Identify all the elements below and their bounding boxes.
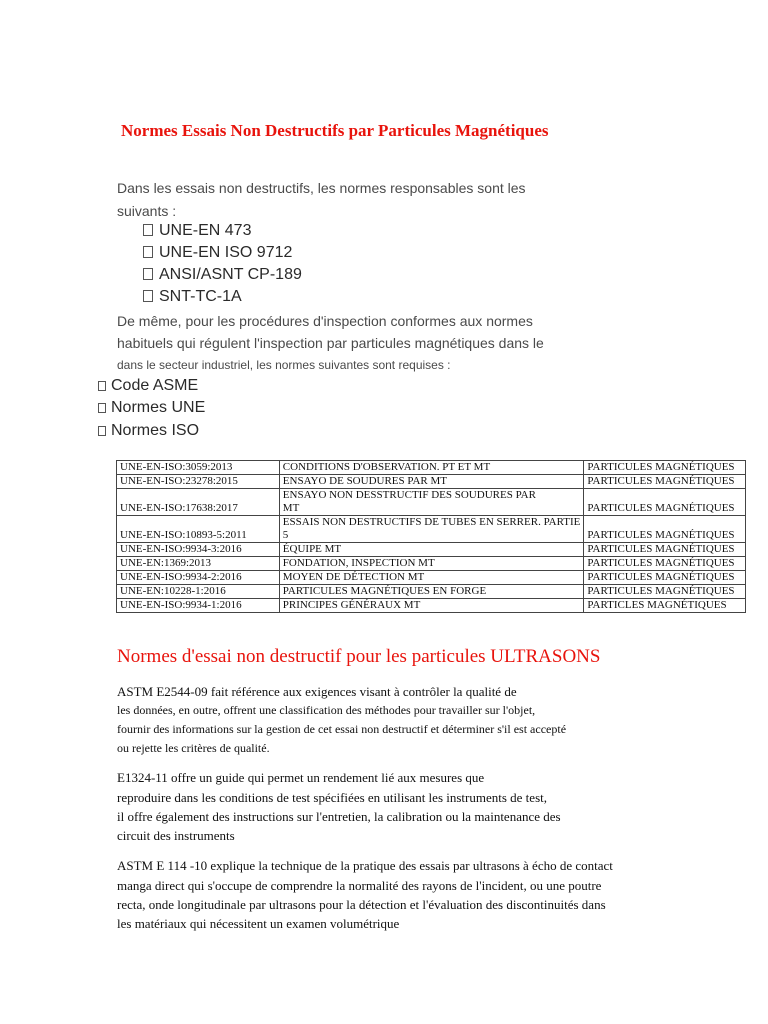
- norm-description-line-2: 5: [282, 529, 289, 541]
- table-row: [117, 461, 746, 475]
- intro-line-2: suivants :: [117, 203, 177, 219]
- ultrasons-paragraph-3-line: recta, onde longitudinale par ultrasons pour la détection et l'évaluation des discontinuités dans: [117, 897, 606, 912]
- standard-label: ANSI/ASNT CP-189: [159, 266, 302, 283]
- ultrasons-paragraph-3-line: ASTM E 114 -10 explique la technique de la pratique des essais par ultrasons à écho de contact: [117, 858, 613, 873]
- norm-description: PRINCIPES GÉNÉRAUX MT: [279, 599, 584, 613]
- checkbox-glyph-icon: [98, 403, 106, 413]
- norm-code: UNE-EN-ISO:9934-3:2016: [117, 543, 280, 557]
- norm-code: UNE-EN-ISO:9934-1:2016: [117, 599, 280, 613]
- norm-description: ENSAYO DE SOUDURES PAR MT: [279, 475, 584, 489]
- section1-title: Normes Essais Non Destructifs par Particules Magnétiques: [121, 121, 549, 140]
- table-row: [117, 475, 746, 489]
- code-item: [98, 422, 199, 440]
- intro-line-1: Dans les essais non destructifs, les normes responsables sont les: [117, 180, 526, 196]
- table-row: [117, 516, 746, 543]
- standard-item: [143, 222, 251, 240]
- standard-label: UNE-EN ISO 9712: [159, 244, 293, 261]
- standard-item: [143, 244, 292, 262]
- norm-description: FONDATION, INSPECTION MT: [279, 557, 584, 571]
- norm-description-line-2: MT: [282, 502, 300, 514]
- ultrasons-paragraph-2-line: circuit des instruments: [117, 828, 235, 843]
- norm-category: PARTICULES MAGNÉTIQUES: [584, 543, 746, 557]
- ultrasons-paragraph-1-line: ASTM E2544-09 fait référence aux exigences visant à contrôler la qualité de: [117, 684, 517, 699]
- ultrasons-paragraph-1-line: fournir des informations sur la gestion de cet essai non destructif et déterminer s'il est accepté: [117, 722, 567, 736]
- norm-description: [279, 516, 584, 543]
- code-label: Code ASME: [111, 377, 199, 394]
- ultrasons-paragraph-1-line: ou rejette les critères de qualité.: [117, 741, 270, 755]
- checkbox-glyph-icon: [143, 246, 153, 258]
- code-item: [98, 399, 205, 417]
- standard-item: [143, 266, 302, 284]
- table-row: [117, 543, 746, 557]
- norm-code: UNE-EN-ISO:17638:2017: [117, 489, 280, 516]
- table-row: [117, 557, 746, 571]
- ultrasons-paragraph-2-line: E1324-11 offre un guide qui permet un rendement lié aux mesures que: [117, 770, 485, 785]
- ultrasons-paragraph-1-line: les données, en outre, offrent une classification des méthodes pour travailler sur l'objet,: [117, 703, 536, 717]
- norm-description: PARTICULES MAGNÉTIQUES EN FORGE: [279, 585, 584, 599]
- checkbox-glyph-icon: [98, 426, 106, 436]
- section2-title: Normes d'essai non destructif pour les particules ULTRASONS: [117, 646, 601, 667]
- norm-description-line-1: ESSAIS NON DESTRUCTIFS DE TUBES EN SERRER. PARTIE: [282, 516, 581, 528]
- code-item: [98, 377, 198, 395]
- norms-table: [116, 460, 746, 613]
- ultrasons-paragraph-2-line: il offre également des instructions sur l'entretien, la calibration ou la maintenance des: [117, 809, 561, 824]
- norm-description: [279, 489, 584, 516]
- norm-code: UNE-EN-ISO:10893-5:2011: [117, 516, 280, 543]
- norm-code: UNE-EN:10228-1:2016: [117, 585, 280, 599]
- table-row: [117, 585, 746, 599]
- norm-category: PARTICULES MAGNÉTIQUES: [584, 571, 746, 585]
- table-row: [117, 489, 746, 516]
- norm-category: PARTICULES MAGNÉTIQUES: [584, 489, 746, 516]
- norm-category: PARTICULES MAGNÉTIQUES: [584, 557, 746, 571]
- table-row: [117, 571, 746, 585]
- table-row: [117, 599, 746, 613]
- paragraph-line-2: habituels qui régulent l'inspection par particules magnétiques dans le: [117, 335, 544, 351]
- ultrasons-paragraph-2-line: reproduire dans les conditions de test spécifiées en utilisant les instruments de test,: [117, 790, 547, 805]
- norm-category: PARTICLES MAGNÉTIQUES: [584, 599, 746, 613]
- norm-description-line-1: ENSAYO NON DESSTRUCTIF DES SOUDURES PAR: [282, 489, 536, 501]
- ultrasons-paragraph-3-line: manga direct qui s'occupe de comprendre la normalité des rayons de l'incident, ou une poutre: [117, 878, 602, 893]
- norm-code: UNE-EN-ISO:3059:2013: [117, 461, 280, 475]
- norm-category: PARTICULES MAGNÉTIQUES: [584, 475, 746, 489]
- norm-description: CONDITIONS D'OBSERVATION. PT ET MT: [279, 461, 584, 475]
- checkbox-glyph-icon: [143, 268, 153, 280]
- code-label: Normes ISO: [111, 422, 200, 439]
- paragraph-line-1: De même, pour les procédures d'inspection conformes aux normes: [117, 313, 533, 329]
- paragraph-line-3: dans le secteur industriel, les normes suivantes sont requises :: [117, 358, 451, 372]
- standard-item: [143, 288, 242, 306]
- norm-description: MOYEN DE DÉTECTION MT: [279, 571, 584, 585]
- checkbox-glyph-icon: [143, 290, 153, 302]
- norm-code: UNE-EN-ISO:9934-2:2016: [117, 571, 280, 585]
- norm-category: PARTICULES MAGNÉTIQUES: [584, 585, 746, 599]
- checkbox-glyph-icon: [98, 381, 106, 391]
- standard-label: SNT-TC-1A: [159, 288, 242, 305]
- norm-category: PARTICULES MAGNÉTIQUES: [584, 461, 746, 475]
- ultrasons-paragraph-3-line: les matériaux qui nécessitent un examen volumétrique: [117, 916, 400, 931]
- norm-code: UNE-EN-ISO:23278:2015: [117, 475, 280, 489]
- standard-label: UNE-EN 473: [159, 222, 252, 239]
- norm-category: PARTICULES MAGNÉTIQUES: [584, 516, 746, 543]
- norm-description: ÉQUIPE MT: [279, 543, 584, 557]
- code-label: Normes UNE: [111, 399, 206, 416]
- norm-code: UNE-EN:1369:2013: [117, 557, 280, 571]
- checkbox-glyph-icon: [143, 224, 153, 236]
